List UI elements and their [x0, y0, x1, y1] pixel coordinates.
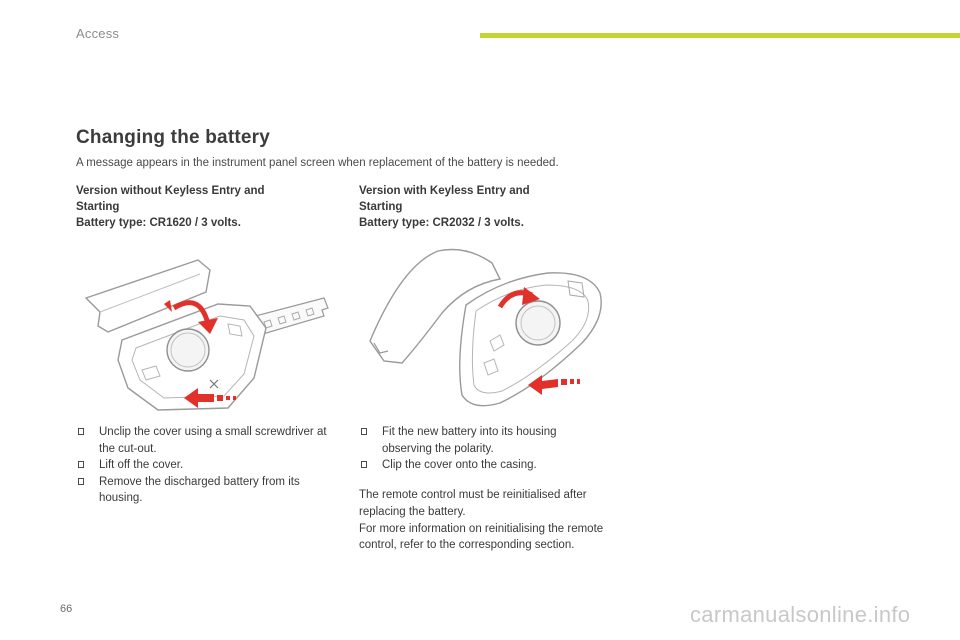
- right-heading-line: Starting: [359, 201, 403, 213]
- step-text: Remove the discharged battery from its housing.: [99, 475, 300, 504]
- checkbox-icon: [78, 428, 84, 435]
- page-title: Changing the battery: [76, 127, 271, 148]
- remote-key-battery-illustration: [78, 248, 338, 418]
- right-heading-line: Battery type: CR2032 / 3 volts.: [359, 217, 524, 229]
- note-line: For more information on reinitialising the remote control, refer to the corresponding section.: [359, 522, 604, 552]
- right-column-heading: [359, 183, 609, 231]
- watermark: carmanualsonline.info: [690, 602, 911, 627]
- step-item: [78, 474, 336, 507]
- left-heading-line: Starting: [76, 201, 120, 213]
- right-steps-list: [361, 424, 601, 474]
- step-item: [361, 424, 601, 457]
- coin-battery: [516, 301, 560, 345]
- checkbox-icon: [361, 428, 367, 435]
- left-heading-line: Version without Keyless Entry and: [76, 185, 265, 197]
- page-number: 66: [60, 603, 73, 615]
- checkbox-icon: [78, 478, 84, 485]
- checkbox-icon: [361, 461, 367, 468]
- step-text: Unclip the cover using a small screwdriver at the cut-out.: [99, 426, 327, 455]
- step-item: [361, 457, 601, 474]
- checkbox-icon: [78, 461, 84, 468]
- left-steps-list: [78, 424, 336, 507]
- left-heading-line: Battery type: CR1620 / 3 volts.: [76, 217, 241, 229]
- reinitialise-note: [359, 487, 609, 554]
- section-label: Access: [76, 26, 120, 41]
- step-item: [78, 424, 336, 457]
- note-line: The remote control must be reinitialised after replacing the battery.: [359, 489, 587, 518]
- header-accent-bar: [480, 33, 960, 38]
- step-text: Fit the new battery into its housing observing the polarity.: [382, 426, 557, 455]
- right-heading-line: Version with Keyless Entry and: [359, 185, 530, 197]
- coin-battery: [167, 329, 209, 371]
- intro-text: A message appears in the instrument panel screen when replacement of the battery is needed.: [76, 157, 559, 169]
- step-text: Lift off the cover.: [99, 459, 184, 471]
- step-text: Clip the cover onto the casing.: [382, 459, 537, 471]
- keyless-fob-battery-illustration: [362, 245, 612, 410]
- step-item: [78, 457, 336, 474]
- left-column-heading: [76, 183, 326, 231]
